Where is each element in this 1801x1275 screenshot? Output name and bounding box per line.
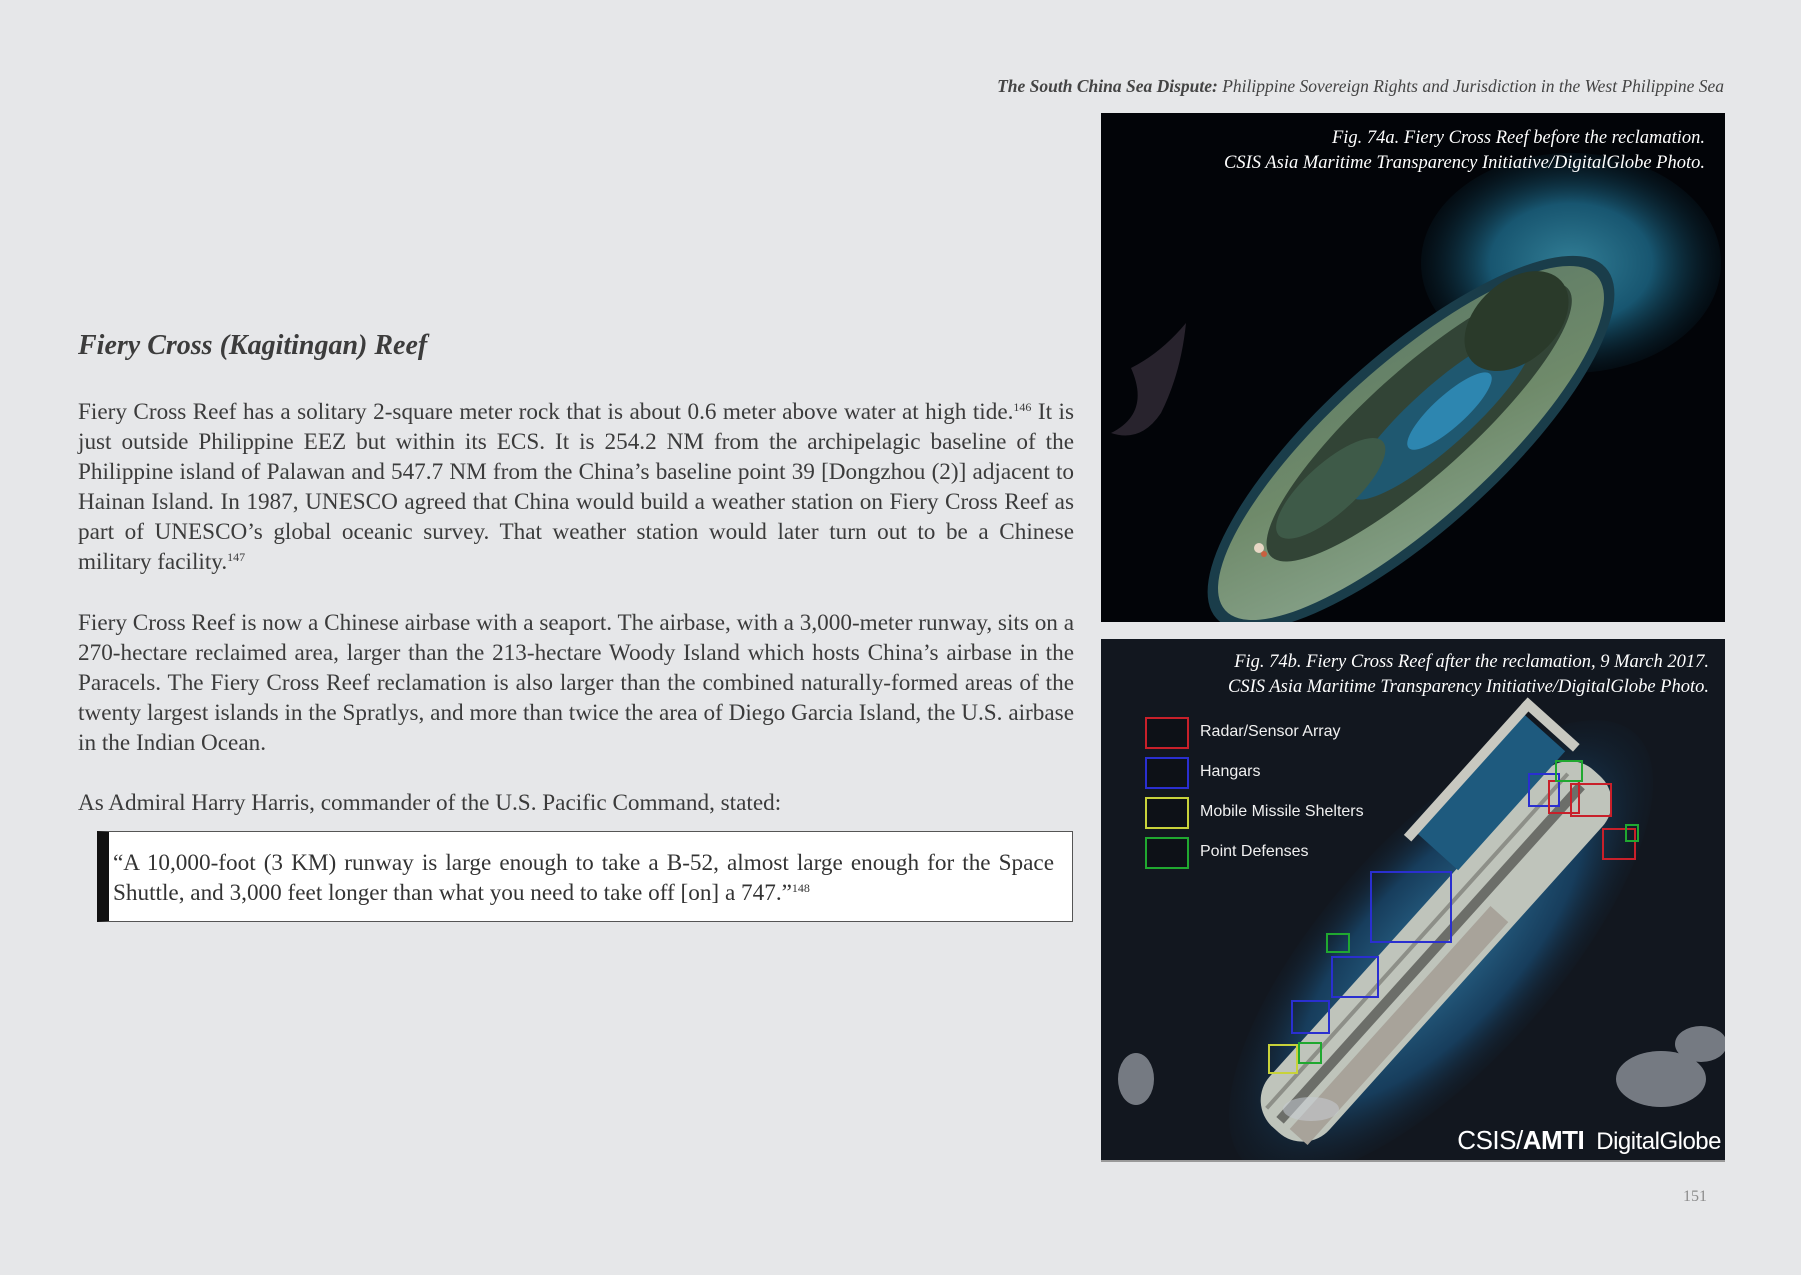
reef-before-image [1101, 113, 1725, 622]
quote-text: “A 10,000-foot (3 KM) runway is large enough to take a B-52, almost large enough for the Space Shuttle, and 3,000 feet longer than what you need to take off [on] a 747.” [113, 850, 1054, 906]
legend-swatch-missile-shelters [1145, 797, 1189, 829]
footnote-ref-148: 148 [791, 881, 810, 895]
paragraph-2: Fiery Cross Reef is now a Chinese airbase with a seaport. The airbase, with a 3,000-meter runway, sits on a 270-hectare reclaimed area, larger than the 213-hectare Woody Island which hosts China’s airbase in the Paracels. The Fiery Cross Reef reclamation is also larger than the combined naturally-formed areas of the twenty largest islands in the Spratlys, and more than twice the area of Diego Garcia Island, the U.S. airbase in the Indian Ocean. [78, 610, 1074, 756]
running-header [997, 76, 1724, 97]
figure-74a-caption-line1: Fig. 74a. Fiery Cross Reef before the reclamation. [1331, 128, 1705, 148]
figure-74b-caption-line1: Fig. 74b. Fiery Cross Reef after the reclamation, 9 March 2017. [1234, 652, 1709, 672]
watermark-amti: AMTI [1522, 1125, 1585, 1155]
reef-after-image [1101, 639, 1725, 1162]
section-heading: Fiery Cross (Kagitingan) Reef [78, 330, 428, 361]
watermark-separator: / [1515, 1125, 1523, 1155]
legend-label-hangars: Hangars [1200, 763, 1261, 780]
figure-74b-caption [1228, 650, 1709, 700]
figure-74a-photo [1101, 113, 1725, 622]
footnote-ref-147: 147 [227, 550, 246, 564]
legend-swatch-point-defenses [1145, 837, 1189, 869]
watermark-csis: CSIS [1457, 1125, 1516, 1155]
footnote-ref-146: 146 [1013, 400, 1032, 414]
legend-label-point-defenses: Point Defenses [1200, 843, 1309, 860]
photo-watermark [1457, 1125, 1721, 1156]
legend-label-missile-shelters: Mobile Missile Shelters [1200, 803, 1364, 820]
paragraph-3: As Admiral Harry Harris, commander of the U.S. Pacific Command, stated: [78, 790, 782, 816]
figure-74a-caption [1224, 126, 1705, 176]
figure-74b-caption-line2: CSIS Asia Maritime Transparency Initiative/DigitalGlobe Photo. [1228, 677, 1709, 697]
running-header-rest: Philippine Sovereign Rights and Jurisdiction in the West Philippine Sea [1217, 76, 1724, 96]
blockquote [97, 831, 1073, 922]
legend-swatch-hangars [1145, 757, 1189, 789]
paragraph-1-text-a: Fiery Cross Reef has a solitary 2-square meter rock that is about 0.6 meter above water at high tide. [78, 399, 1014, 425]
legend-swatch-radar [1145, 717, 1189, 749]
page-number: 151 [1683, 1188, 1707, 1205]
paragraph-1-text-b: It is just outside Philippine EEZ but within its ECS. It is 254.2 NM from the archipelagic baseline of the Philippine island of Palawan and 547.7 NM from the China’s baseline point 39 [Dongzhou (2)] adjacent to Hainan Island. In 1987, UNESCO agreed that China would build a weather station on Fiery Cross Reef as part of UNESCO’s global oceanic survey. That weather station would later turn out to be a Chinese military facility. [78, 399, 1074, 575]
figure-74b-photo [1101, 639, 1725, 1162]
watermark-digitalglobe: DigitalGlobe [1596, 1128, 1721, 1155]
running-header-bold: The South China Sea Dispute: [997, 76, 1218, 96]
figure-74a-caption-line2: CSIS Asia Maritime Transparency Initiative/DigitalGlobe Photo. [1224, 153, 1705, 173]
paragraph-1 [78, 397, 1074, 577]
legend-label-radar: Radar/Sensor Array [1200, 723, 1341, 740]
